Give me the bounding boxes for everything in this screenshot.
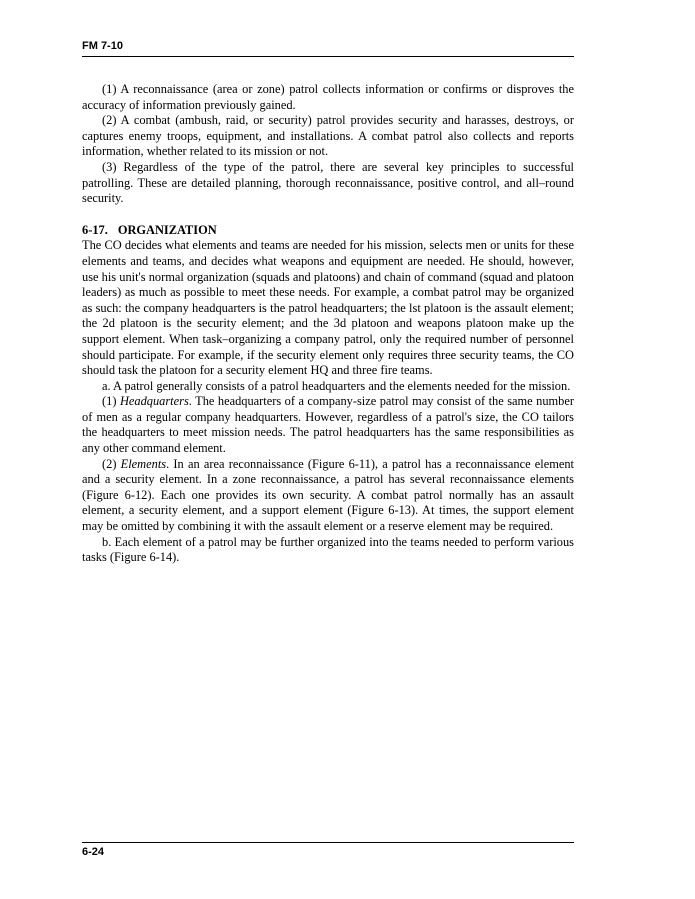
- paragraph-item-b: b. Each element of a patrol may be further organized into the teams needed to perform various tasks (Figure 6-14).: [82, 534, 574, 565]
- paragraph-combat-patrol: (2) A combat (ambush, raid, or security) patrol provides security and harasses, destroys, or captures enemy troops, equipment, and installations. A combat patrol also collects and reports information, whether related to its mission or not.: [82, 113, 574, 159]
- footer-rule: [82, 842, 574, 843]
- paragraph-item-a: a. A patrol generally consists of a patrol headquarters and the elements needed for the mission.: [102, 378, 571, 393]
- header-rule: [82, 56, 574, 57]
- paragraph-key-principles: (3) Regardless of the type of the patrol, there are several key principles to successful patrolling. These are detailed planning, thorough reconnaissance, positive control, and all–round security.: [82, 159, 574, 206]
- item-1-term: Headquarters: [119, 394, 189, 409]
- section-heading: [82, 223, 574, 239]
- paragraph-recon-patrol: (1) A reconnaissance (area or zone) patrol collects information or confirms or disproves the accuracy of information previously gained.: [82, 82, 574, 112]
- body-text: [82, 82, 574, 566]
- paragraph-elements: [82, 457, 574, 535]
- paragraph-organization-intro: The CO decides what elements and teams are needed for his mission, selects men or units for these elements and teams, and decides what weapons and equipment are needed. He should, however, use his unit's normal organization (squads and platoons) and chain of command (squad and platoon leaders) as much as possible to meet these needs. For example, a combat patrol may be organized as such: the company headquarters is the patrol headquarters; the lst platoon is the assault element; the 2d platoon is the security element; and the 3d platoon and weapons platoon make up the support element. When task–organizing a company patrol, only the required number of personnel should participate. For example, if the security element only requires three security teams, the CO should task the platoon for a security element HQ and three fire teams.: [82, 238, 574, 378]
- item-2-prefix: (2): [102, 456, 121, 471]
- item-1-prefix: (1): [102, 394, 120, 409]
- item-2-text: . In an area reconnaissance (Figure 6-11), a patrol has a reconnaissance element and a security element. In a zone reconnaissance, a patrol has several reconnaissance elements (Figure 6-12). Each one provides its own security. A combat patrol normally has an assault element, a security element, and a support element (Figure 6-13). At times, the support element may be omitted by combining it with the assault element or a reserve element may be required.: [82, 456, 575, 534]
- section-title: ORGANIZATION: [117, 222, 217, 237]
- paragraph-headquarters: [82, 394, 574, 456]
- spacer: [82, 207, 574, 223]
- item-1-text: . The headquarters of a company-size patrol may consist of the same number of men as a regular company headquarters. However, regardless of a patrol's size, the CO tailors the headquarters to meet mission needs. The patrol headquarters has the same responsibilities as any other command element.: [82, 394, 575, 456]
- section-number: 6-17.: [82, 222, 108, 237]
- running-header: FM 7-10: [82, 40, 123, 52]
- item-2-term: Elements: [120, 456, 167, 471]
- page-number: 6-24: [82, 846, 105, 858]
